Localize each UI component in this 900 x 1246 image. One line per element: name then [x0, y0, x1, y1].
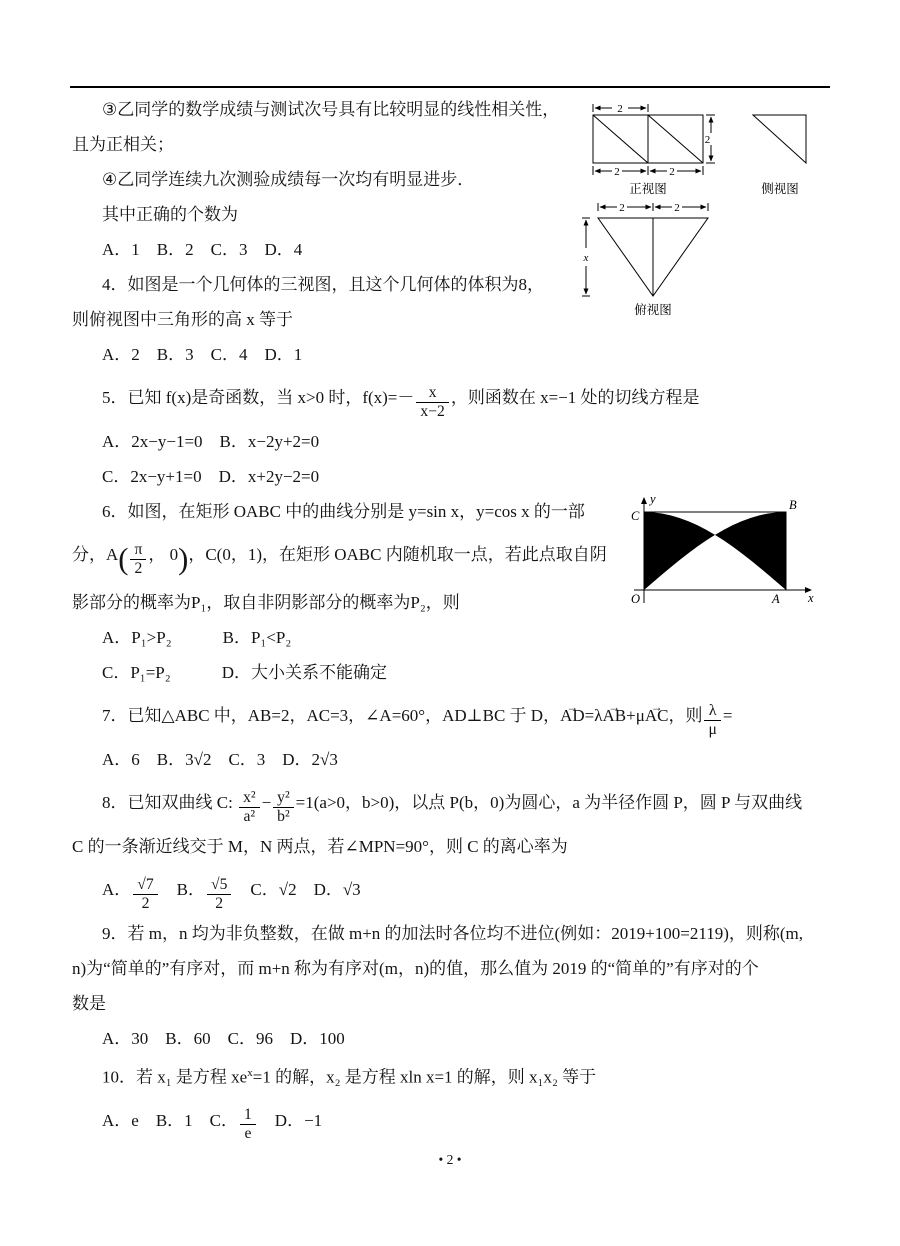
fraction-numerator: x [416, 384, 448, 403]
q10-options-b: D．−1 [257, 1110, 323, 1130]
q10-exponent: x [247, 1067, 253, 1080]
q5-options-cd: C．2x−y+1=0 D．x+2y−2=0 [102, 467, 320, 486]
q8-stem-line-2: C 的一条渐近线交于 M，N 两点，若∠MPN=90°，则 C 的离心率为 [72, 837, 568, 857]
dim-height-x: x [583, 252, 589, 264]
q6-line-1: 6．如图，在矩形 OABC 中的曲线分别是 y=sin x，y=cos x 的一部 [102, 502, 585, 521]
q7-stem [72, 690, 834, 742]
q5-fraction [416, 384, 448, 421]
vector-AB: AB → [603, 690, 627, 742]
fraction-numerator: x² [239, 789, 260, 808]
q6-line-3: 影部分的概率为P₁，取自非阴影部分的概率为P₂，则 [72, 593, 460, 613]
q6-text-a: 分，A [72, 545, 119, 564]
fraction-denominator: a² [243, 807, 256, 825]
q5-stem [72, 372, 834, 424]
q8-options [72, 864, 834, 916]
dim-right: 2 [704, 134, 711, 146]
page-number: • 2 • [438, 1152, 462, 1167]
fraction-denominator: b² [277, 807, 290, 825]
statement-3-line-2: 且为正相关； [72, 135, 174, 154]
side-view-label: 侧视图 [761, 182, 799, 196]
q5-options-ab: A．2x−y−1=0 B．x−2y+2=0 [102, 432, 320, 451]
q10-options-a: A．e B．1 C． [102, 1110, 238, 1130]
q8-text-c: =1(a>0，b>0)，以点 P(b，0)为圆心，a 为半径作圆 P，圆 P 与双曲线 [295, 793, 803, 813]
q10-text-a: 10．若 x₁ 是方程 xe [102, 1067, 248, 1087]
front-view [593, 103, 715, 196]
q3-stem-end: 其中正确的个数为 [102, 205, 238, 224]
q9-line-2: n)为“简单的”有序对，而 m+n 称为有序对(m，n)的值，那么值为 2019 的“简单的”有序对的个 [72, 959, 759, 979]
dim-top: 2 [617, 103, 623, 115]
q10-text-b: =1 的解，x₂ 是方程 xln x=1 的解，则 x₁x₂ 等于 [252, 1067, 597, 1087]
top-view [582, 202, 708, 317]
shaded-region-left [644, 512, 715, 590]
q5-text-post: ，则函数在 x=−1 处的切线方程是 [450, 388, 700, 407]
q4-options: A．2 B．3 C．4 D．1 [102, 345, 303, 364]
shaded-region-right [715, 512, 786, 590]
fraction-denominator: x−2 [420, 402, 445, 420]
q7-options: A．6 B．3√2 C．3 D．2√3 [102, 750, 338, 770]
q9-options: A．30 B．60 C．96 D．100 [102, 1029, 345, 1049]
q6-text-b: ， 0 [148, 545, 179, 564]
three-view-figure [578, 100, 828, 322]
q8-option-b-fraction [207, 876, 231, 913]
q9-line-3: 数是 [72, 994, 106, 1014]
vector-AC: AC → [645, 690, 669, 742]
fraction-numerator: 1 [240, 1106, 256, 1125]
q7-text-d: ，则 [668, 706, 703, 726]
fraction-denominator: 2 [141, 894, 150, 912]
big-paren-close: ) [178, 542, 189, 577]
fraction-numerator: √5 [207, 876, 231, 895]
q7-fraction [704, 702, 720, 739]
side-view [753, 115, 806, 196]
q10-stem [72, 1056, 834, 1095]
q8-option-b-label: B． [159, 880, 206, 900]
big-paren-open: ( [118, 542, 129, 577]
q8-stem-line-1 [72, 777, 834, 829]
q6-options-ab: A．P₁>P₂ B．P₁<P₂ [102, 628, 292, 648]
q10-option-c-fraction [240, 1106, 256, 1143]
q7-text-a: 7．已知△ABC 中，AB=2，AC=3，∠A=60°，AD⊥BC 于 D， [102, 706, 561, 726]
q8-fraction-2 [273, 789, 294, 826]
origin-O-label: O [631, 592, 641, 606]
x-axis-label: x [808, 591, 814, 605]
fraction-denominator: μ [708, 720, 717, 738]
dim-bottom-right: 2 [669, 166, 675, 178]
dim-bottom-left: 2 [614, 166, 620, 178]
q8-text-a: 8．已知双曲线 C: [102, 793, 238, 813]
top-view-label: 俯视图 [634, 303, 672, 317]
q8-text-b: − [261, 793, 272, 813]
q7-text-c: +μ [626, 706, 645, 726]
point-B-label: B [789, 498, 797, 512]
fraction-numerator: √7 [133, 876, 157, 895]
fraction-numerator: λ [704, 702, 720, 721]
fraction-numerator: π [130, 541, 146, 560]
fraction-denominator: 2 [134, 559, 143, 577]
q7-text-b: =λ [584, 706, 603, 726]
q8-options-rest: C．√2 D．√3 [233, 880, 361, 900]
statement-4: ④乙同学连续九次测验成绩每一次均有明显进步． [102, 170, 475, 189]
q4-line-1: 4．如图是一个几何体的三视图，且这个几何体的体积为8， [102, 275, 544, 294]
q8-option-a-label: A． [102, 880, 132, 900]
vector-AD: AD → [560, 690, 585, 742]
q8-option-a-fraction [133, 876, 157, 913]
q7-text-e: = [722, 706, 733, 726]
q6-options-cd: C．P₁=P₂ D．大小关系不能确定 [102, 663, 387, 683]
fraction-denominator: e [244, 1125, 252, 1143]
q9-line-1: 9．若 m，n 均为非负整数，在做 m+n 的加法时各位均不进位(例如：2019+100=2119)，则称(m, [102, 924, 804, 944]
statement-3-line-1: ③乙同学的数学成绩与测试次号具有比较明显的线性相关性， [102, 100, 560, 119]
point-C-label: C [631, 509, 640, 523]
q8-fraction-1 [239, 789, 260, 826]
q6-text-c: ，C(0，1)，在矩形 OABC 内随机取一点，若此点取自阴 [188, 545, 607, 564]
fraction-denominator: 2 [215, 894, 224, 912]
q6-fraction [130, 541, 146, 578]
y-axis-label: y [650, 492, 656, 506]
dim-topview-left: 2 [619, 202, 625, 214]
q5-text-pre: 5．已知 f(x)是奇函数，当 x>0 时，f(x)=－ [102, 388, 415, 407]
fraction-numerator: y² [273, 789, 294, 808]
point-A-label: A [772, 592, 780, 606]
q3-options: A．1 B．2 C．3 D．4 [102, 240, 303, 259]
q4-line-2: 则俯视图中三角形的高 x 等于 [72, 310, 293, 329]
q10-options [72, 1095, 834, 1147]
header-rule [70, 86, 830, 88]
sin-cos-rectangle-figure [626, 490, 821, 612]
dim-topview-right: 2 [674, 202, 680, 214]
front-view-label: 正视图 [629, 182, 667, 196]
